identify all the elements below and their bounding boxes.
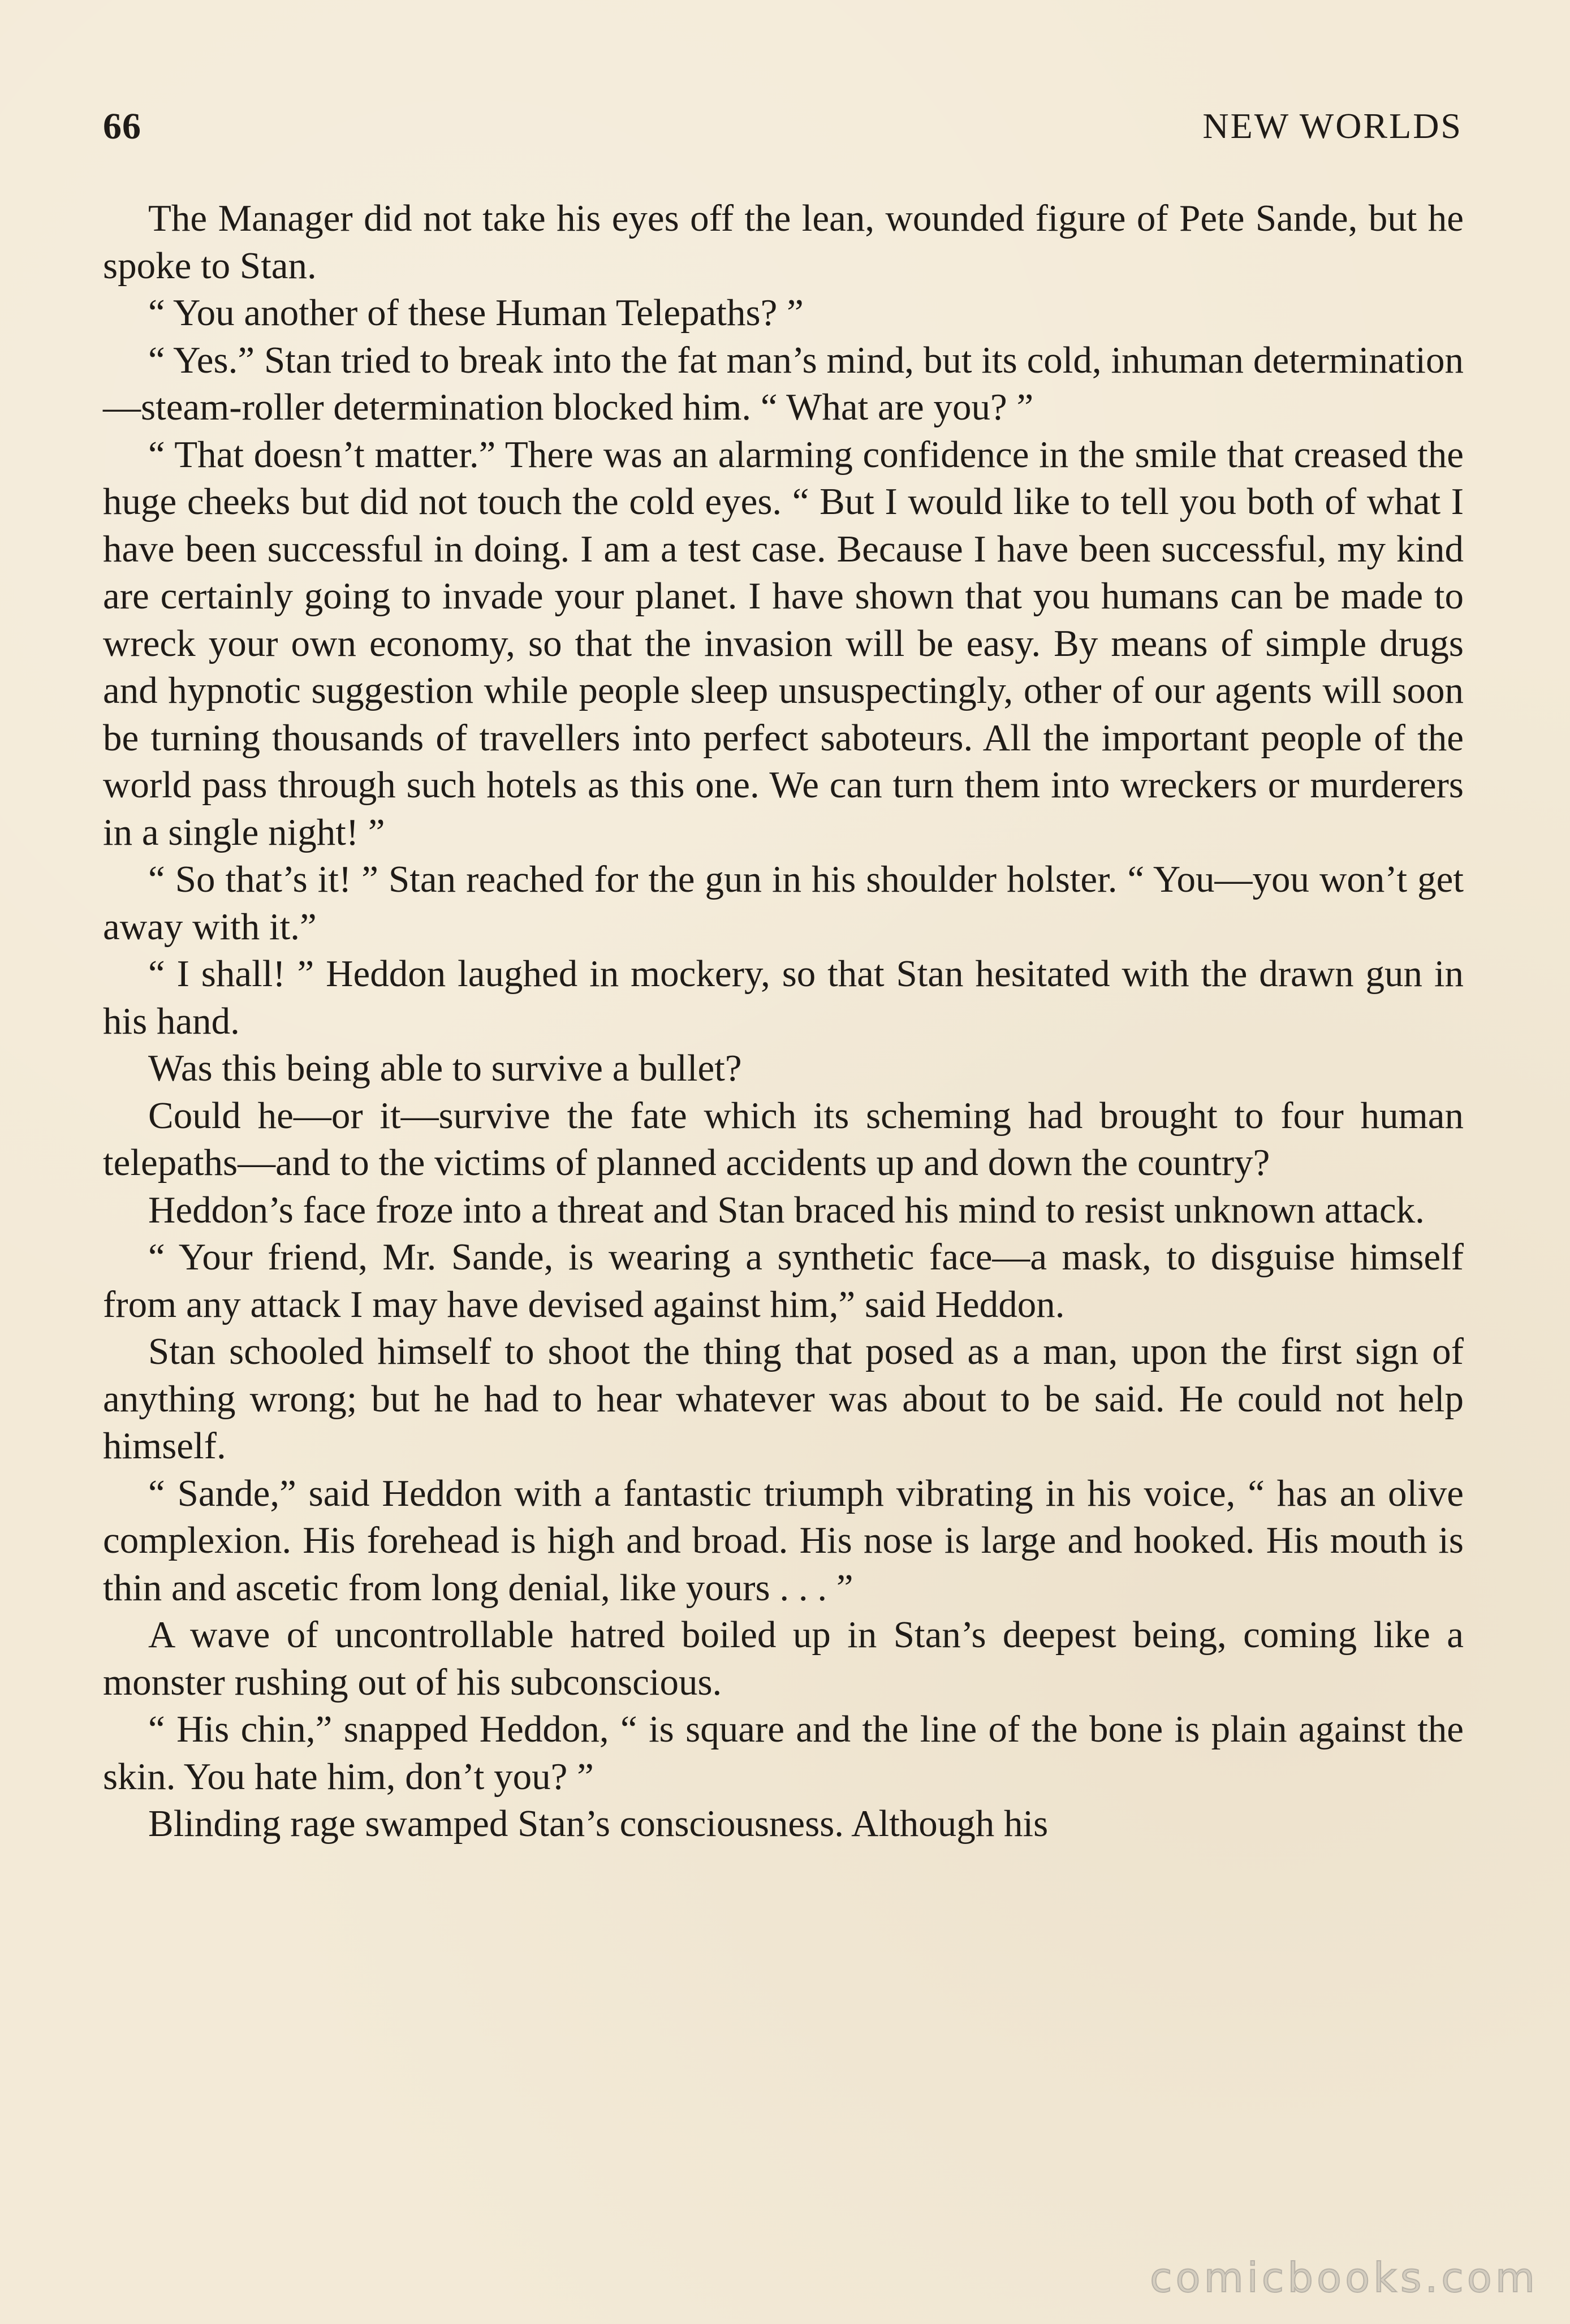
paragraph-15: Blinding rage swamped Stan’s consciousness. Although his	[148, 1803, 1049, 1844]
paragraph-9: Heddon’s face froze into a threat and Stan braced his mind to resist unknown attack.	[148, 1189, 1425, 1231]
story-text	[103, 195, 1464, 1848]
paragraph-5: “ So that’s it! ” Stan reached for the gun in his shoulder holster. “ You—you won’t get away with it.”	[103, 858, 1464, 948]
paragraph-6: “ I shall! ” Heddon laughed in mockery, so that Stan hesitated with the drawn gun in his hand.	[103, 953, 1464, 1042]
paragraph-4: “ That doesn’t matter.” There was an alarming confidence in the smile that creased the huge cheeks but did not touch the cold eyes. “ But I would like to tell you both of what I have been successful in doing. I am a test case. Because I have been successful, my kind are certainly going to invade your planet. I have shown that you humans can be made to wreck your own economy, so that the invasion will be easy. By means of simple drugs and hypnotic suggestion while people sleep unsuspectingly, other of our agents will soon be turning thousands of travellers into perfect saboteurs. All the important people of the world pass through such hotels as this one. We can turn them into wreckers or murderers in a single night! ”	[103, 433, 1464, 853]
paragraph-8: Could he—or it—survive the fate which its scheming had brought to four human telepaths—and to the victims of planned accidents up and down the country?	[103, 1094, 1464, 1183]
paragraph-11: Stan schooled himself to shoot the thing that posed as a man, upon the first sign of anything wrong; but he had to hear whatever was about to be said. He could not help himself.	[103, 1331, 1464, 1467]
paragraph-2: “ You another of these Human Telepaths? ”	[148, 292, 804, 334]
paragraph-14: “ His chin,” snapped Heddon, “ is square and the line of the bone is plain against the skin. You hate him, don’t you? ”	[103, 1708, 1464, 1798]
page-header	[103, 105, 1463, 156]
paragraph-10: “ Your friend, Mr. Sande, is wearing a synthetic face—a mask, to disguise himself from any attack I may have devised against him,” said Heddon.	[103, 1236, 1464, 1325]
paragraph-3: “ Yes.” Stan tried to break into the fat man’s mind, but its cold, inhuman determination—steam-roller determination blocked him. “ What are you? ”	[103, 339, 1464, 428]
watermark-text: comicbooks.com	[1149, 2254, 1538, 2301]
page-number: 66	[103, 106, 141, 147]
paragraph-13: A wave of uncontrollable hatred boiled up in Stan’s deepest being, coming like a monster rushing out of his subconscious.	[103, 1614, 1464, 1703]
paragraph-12: “ Sande,” said Heddon with a fantastic triumph vibrating in his voice, “ has an olive complexion. His forehead is high and broad. His nose is large and hooked. His mouth is thin and ascetic from long denial, like yours . . . ”	[103, 1472, 1464, 1609]
paragraph-1: The Manager did not take his eyes off the lean, wounded figure of Pete Sande, but he spoke to Stan.	[103, 197, 1464, 287]
running-head: NEW WORLDS	[1202, 106, 1463, 146]
paragraph-7: Was this being able to survive a bullet?	[148, 1047, 742, 1089]
